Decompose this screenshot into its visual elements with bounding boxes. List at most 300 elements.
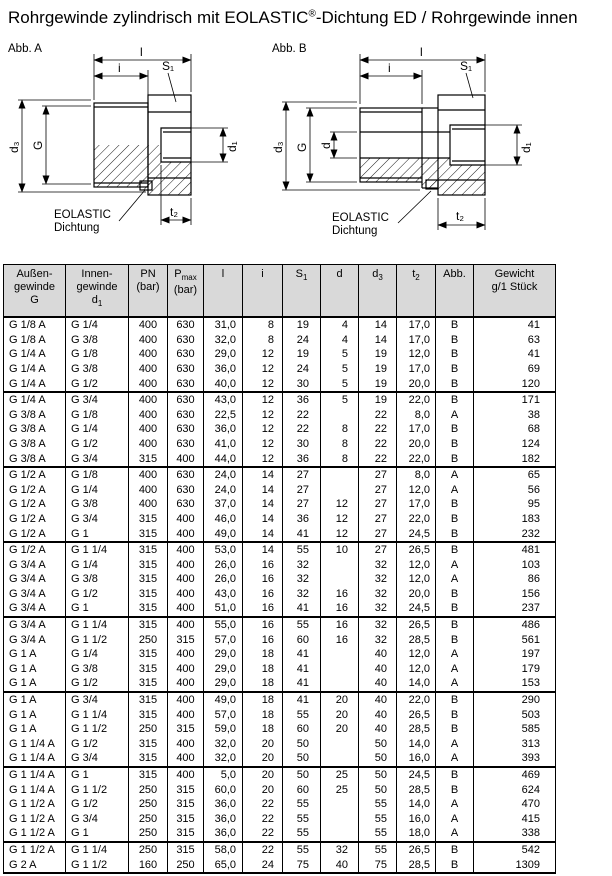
seal-label-line1: EOLASTIC [54,209,111,221]
table-cell: G 1 1/2 [66,633,129,648]
table-cell: 630 [168,392,204,408]
table-cell: 18 [243,692,283,708]
table-cell: 16 [321,587,359,602]
table-cell: G 1 1/2 [66,722,129,737]
table-cell: G 1/4 [66,558,129,573]
table-cell: 18,0 [397,826,436,842]
table-row [4,842,556,858]
table-cell: 29,0 [204,662,243,677]
seal-label-line2: Dichtung [54,222,100,234]
table-cell [321,483,359,498]
table-cell: 14,0 [397,676,436,692]
table-cell: 1309 [474,858,556,874]
table-cell: 400 [129,347,168,362]
table-cell: 40 [359,662,397,677]
table-cell: G 3/4 A [4,558,66,573]
table-cell: 27 [359,467,397,483]
table-cell: A [436,826,474,842]
table-cell: 290 [474,692,556,708]
table-cell: 630 [168,422,204,437]
table-cell: 561 [474,633,556,648]
table-cell: 19 [359,377,397,393]
table-cell: 50 [359,767,397,783]
table-cell: G 1 1/4 [66,617,129,633]
table-cell: 12 [243,392,283,408]
table-cell: 250 [129,783,168,798]
table-cell: 32 [283,572,321,587]
table-cell: 22 [243,842,283,858]
table-cell: 50 [283,767,321,783]
table-cell: 400 [129,377,168,393]
table-row [4,662,556,677]
table-cell: 232 [474,527,556,543]
table-cell: 20 [321,692,359,708]
table-row [4,617,556,633]
table-cell [321,408,359,423]
table-cell: 8 [321,437,359,452]
row-group-7 [4,767,556,842]
table-cell: A [436,797,474,812]
table-cell: G 1/2 [66,377,129,393]
table-cell: 315 [129,572,168,587]
table-cell: 16 [321,633,359,648]
table-cell: 313 [474,737,556,752]
table-cell: 14 [243,467,283,483]
table-row [4,422,556,437]
table-row [4,452,556,468]
column-header-8: $d_3$ [359,265,397,318]
table-cell: G 1/2 [66,797,129,812]
table-cell: A [436,812,474,827]
seal-label-line1: EOLASTIC [332,212,389,224]
table-row [4,692,556,708]
table-row [4,437,556,452]
table-row [4,527,556,543]
figure-b-caption: Abb. B [272,43,307,55]
table-cell: G 1 1/4 A [4,783,66,798]
table-cell: 40 [359,708,397,723]
table-row [4,558,556,573]
dim-label-s1: S₁ [460,59,473,73]
row-group-4 [4,542,556,617]
dim-label-g: G [295,142,309,152]
table-cell: 55 [359,842,397,858]
table-cell: 250 [129,826,168,842]
table-cell: 5 [321,377,359,393]
column-header-0: Außen- gewinde G [4,265,66,318]
column-header-1: Innen- gewinde $d_1$ [66,265,129,318]
table-cell: 55 [359,826,397,842]
table-cell: G 3/4 [66,512,129,527]
technical-drawings [0,40,612,242]
row-group-1 [4,317,556,392]
dim-label-l: l [140,45,143,59]
table-cell: B [436,347,474,362]
table-cell: 16,0 [397,812,436,827]
table-cell: 182 [474,452,556,468]
table-cell: 32 [359,558,397,573]
table-row [4,767,556,783]
table-cell: 38 [474,408,556,423]
table-cell: 400 [168,708,204,723]
seal-label-line2: Dichtung [332,225,378,237]
table-cell: B [436,692,474,708]
table-cell: 17,0 [397,497,436,512]
table-cell: 22,0 [397,392,436,408]
table-cell: 400 [168,452,204,468]
table-cell: 20 [321,722,359,737]
table-cell: 65 [474,467,556,483]
table-cell: 75 [283,858,321,874]
table-cell: A [436,751,474,767]
table-cell: 19 [359,362,397,377]
table-cell: 30 [283,437,321,452]
table-cell: 32 [359,617,397,633]
table-cell: 44,0 [204,452,243,468]
table-cell: 41 [283,601,321,617]
table-cell: G 1/2 [66,737,129,752]
table-cell: 315 [129,587,168,602]
table-cell: 250 [129,633,168,648]
table-cell: 400 [129,392,168,408]
table-row [4,858,556,874]
table-row [4,467,556,483]
table-cell: 183 [474,512,556,527]
table-cell: 55 [283,617,321,633]
table-cell: 24 [283,362,321,377]
table-cell: G 1 [66,527,129,543]
table-cell: 55 [283,708,321,723]
table-cell: 22,0 [397,692,436,708]
table-cell: B [436,362,474,377]
table-cell: 51,0 [204,601,243,617]
table-cell: 41 [474,347,556,362]
table-cell: 32 [359,587,397,602]
table-cell: 400 [168,647,204,662]
table-cell: G 1 1/2 A [4,826,66,842]
table-cell: 315 [168,633,204,648]
table-cell: 400 [168,751,204,767]
table-cell: G 3/4 [66,392,129,408]
table-cell: 55 [283,812,321,827]
table-cell: 37,0 [204,497,243,512]
table-cell: 5,0 [204,767,243,783]
table-cell: 18 [243,722,283,737]
row-group-2 [4,392,556,467]
table-cell: 17,0 [397,333,436,348]
table-cell: 8 [321,422,359,437]
table-cell: 18 [243,647,283,662]
table-cell: 41 [283,647,321,662]
table-cell: 36 [283,512,321,527]
table-row [4,601,556,617]
table-cell [321,797,359,812]
table-cell: G 3/8 A [4,452,66,468]
table-cell: A [436,483,474,498]
table-cell: 26,5 [397,708,436,723]
table-cell: 4 [321,333,359,348]
table-cell: 8,0 [397,467,436,483]
table-cell: 630 [168,497,204,512]
table-cell: G 3/4 A [4,617,66,633]
table-row [4,572,556,587]
table-cell: G 1/8 A [4,333,66,348]
table-cell: 12 [243,377,283,393]
table-cell: G 1/4 A [4,392,66,408]
table-cell: 20 [243,767,283,783]
table-cell: 315 [168,783,204,798]
table-cell: 12 [243,362,283,377]
table-cell: 400 [168,558,204,573]
table-cell: B [436,633,474,648]
table-cell: G 3/8 [66,362,129,377]
table-cell: 24,5 [397,601,436,617]
table-cell: 315 [129,737,168,752]
table-cell: 22 [359,437,397,452]
table-cell: 50 [359,751,397,767]
table-row [4,797,556,812]
fitting-cross-section-a [94,95,191,195]
table-cell: 28,5 [397,858,436,874]
table-cell [321,751,359,767]
table-row [4,708,556,723]
table-cell: 20 [243,783,283,798]
table-cell: 24,5 [397,767,436,783]
table-cell: B [436,437,474,452]
table-cell: 400 [129,362,168,377]
table-cell: B [436,333,474,348]
table-cell: 481 [474,542,556,558]
table-cell: B [436,317,474,333]
table-cell: G 3/4 A [4,601,66,617]
title-post: -Dichtung ED / Rohrgewinde innen [315,8,578,27]
table-cell: G 1/2 [66,676,129,692]
table-cell: 12,0 [397,558,436,573]
table-cell: 400 [129,333,168,348]
table-cell: A [436,467,474,483]
table-cell: 16 [321,601,359,617]
table-cell: 400 [168,767,204,783]
table-cell: 315 [129,558,168,573]
table-cell: G 1 A [4,708,66,723]
title-pre: Rohrgewinde zylindrisch mit EOLASTIC [8,8,309,27]
table-cell: G 1/4 [66,483,129,498]
table-cell: 55 [283,542,321,558]
table-cell: 57,0 [204,708,243,723]
table-cell: 124 [474,437,556,452]
table-cell: G 3/4 A [4,633,66,648]
table-row [4,512,556,527]
table-cell: G 1 [66,767,129,783]
table-row [4,392,556,408]
table-cell: 250 [129,722,168,737]
table-cell: 26,0 [204,558,243,573]
table-cell: 40 [359,647,397,662]
table-cell: 8,0 [397,408,436,423]
table-cell: G 1/8 [66,408,129,423]
table-cell: 26,5 [397,842,436,858]
table-cell: 14 [243,512,283,527]
column-header-3: $P_{max}$ (bar) [168,265,204,318]
table-cell: 41 [283,692,321,708]
table-cell: 16 [243,601,283,617]
table-cell: 250 [168,858,204,874]
table-cell: 415 [474,812,556,827]
table-cell: 315 [129,692,168,708]
table-cell: 19 [359,392,397,408]
column-header-10: Abb. [436,265,474,318]
table-cell: 36 [283,452,321,468]
table-cell: G 1 A [4,662,66,677]
table-cell: 43,0 [204,587,243,602]
table-row [4,483,556,498]
table-cell: 26,5 [397,542,436,558]
table-cell: 20,0 [397,587,436,602]
table-cell: 59,0 [204,722,243,737]
table-cell: 315 [129,542,168,558]
row-group-5 [4,617,556,692]
table-cell: 56 [474,483,556,498]
table-cell: G 1/4 [66,647,129,662]
table-cell: G 1/2 A [4,483,66,498]
table-cell: 36,0 [204,797,243,812]
table-cell: 315 [168,826,204,842]
table-cell: 29,0 [204,647,243,662]
table-cell: G 1 1/4 [66,842,129,858]
table-cell: 630 [168,483,204,498]
table-cell: 315 [129,527,168,543]
table-cell: 315 [129,676,168,692]
table-cell: 16 [243,572,283,587]
dim-label-l: l [420,45,423,59]
table-cell: 630 [168,333,204,348]
table-cell: 16 [243,587,283,602]
table-cell: B [436,392,474,408]
table-row [4,347,556,362]
table-cell: 315 [129,512,168,527]
table-cell: G 1 1/2 [66,783,129,798]
dim-label-t2: t₂ [170,205,178,219]
table-cell: 29,0 [204,347,243,362]
table-cell: 60 [283,722,321,737]
table-cell: 237 [474,601,556,617]
table-cell: 17,0 [397,317,436,333]
table-cell: G 1 1/4 [66,542,129,558]
table-cell: 400 [168,617,204,633]
table-cell: 19 [359,347,397,362]
table-row [4,377,556,393]
table-cell: 27 [359,542,397,558]
table-cell: 315 [129,767,168,783]
table-cell: G 1/4 A [4,362,66,377]
table-cell: 12 [243,452,283,468]
eolastic-seal [140,181,152,190]
table-cell: G 3/4 A [4,572,66,587]
fitting-cross-section-b [360,95,485,195]
table-cell: 49,0 [204,527,243,543]
table-cell: 27 [283,467,321,483]
table-cell: 25 [321,783,359,798]
table-cell [321,676,359,692]
table-cell: 16 [243,558,283,573]
table-cell: 22,0 [397,452,436,468]
table-cell: B [436,722,474,737]
table-cell: G 1 1/2 A [4,842,66,858]
table-cell: 24,0 [204,467,243,483]
table-cell: 630 [168,362,204,377]
table-cell: 32 [359,572,397,587]
table-cell: 32,0 [204,333,243,348]
table-cell: 18 [243,708,283,723]
table-cell: 630 [168,408,204,423]
table-cell: G 1 1/4 A [4,737,66,752]
table-row [4,737,556,752]
table-cell: 400 [168,662,204,677]
column-header-11: Gewicht g/1 Stück [474,265,556,318]
table-cell: 32,0 [204,751,243,767]
table-cell: 55 [359,812,397,827]
table-cell: 315 [168,842,204,858]
table-cell: G 1/8 A [4,317,66,333]
table-cell: A [436,737,474,752]
table-cell: 32 [359,633,397,648]
table-cell: 50 [283,737,321,752]
table-cell: G 3/8 A [4,437,66,452]
table-cell: 315 [129,452,168,468]
table-cell: 179 [474,662,556,677]
column-header-6: $S_1$ [283,265,321,318]
table-cell: 630 [168,317,204,333]
table-cell: 10 [321,542,359,558]
page-title [8,8,612,28]
table-cell: 16 [321,617,359,633]
column-header-2: PN (bar) [129,265,168,318]
table-cell: 58,0 [204,842,243,858]
table-cell: 630 [168,437,204,452]
dimension-labels-a [7,45,239,234]
hatch-region [148,145,191,195]
table-cell: G 1 1/2 [66,858,129,874]
table-cell: 50 [359,783,397,798]
table-cell: 120 [474,377,556,393]
table-cell: 400 [168,527,204,543]
table-cell: 22 [243,826,283,842]
table-cell: 36,0 [204,812,243,827]
row-group-3 [4,467,556,542]
table-cell: 29,0 [204,676,243,692]
table-cell: 14 [359,317,397,333]
table-cell: 16,0 [397,751,436,767]
dim-label-t2: t₂ [456,209,464,223]
table-row [4,676,556,692]
row-group-8 [4,842,556,873]
table-cell: 4 [321,317,359,333]
table-cell: G 2 A [4,858,66,874]
table-cell: 26,5 [397,617,436,633]
table-cell: G 1 1/4 [66,708,129,723]
table-cell: G 1/2 A [4,467,66,483]
table-cell: 49,0 [204,692,243,708]
table-cell: G 1 A [4,647,66,662]
table-cell: 22 [283,408,321,423]
table-cell: G 3/4 [66,692,129,708]
column-header-4: l [204,265,243,318]
table-cell: 469 [474,767,556,783]
table-cell: 400 [129,483,168,498]
table-cell: G 3/4 A [4,587,66,602]
table-cell: 32 [321,842,359,858]
table-cell: 400 [168,572,204,587]
